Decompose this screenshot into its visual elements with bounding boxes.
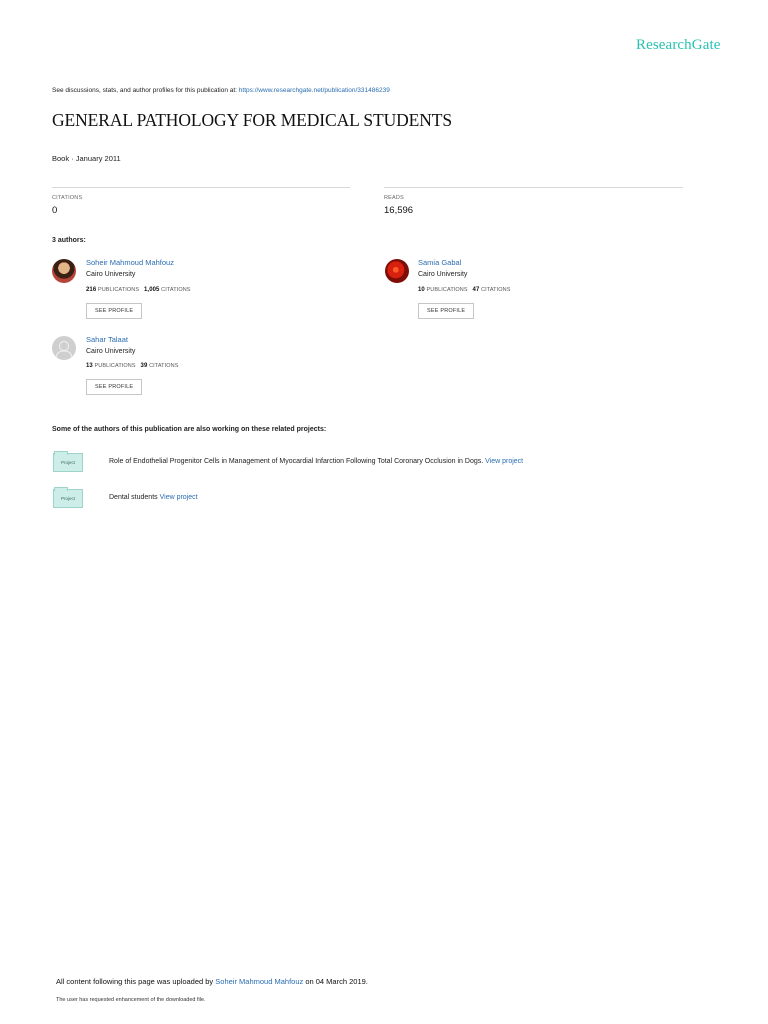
see-profile-button[interactable]: SEE PROFILE — [86, 379, 142, 395]
citations-count: 47 — [472, 287, 480, 293]
citations-label: CITATIONS — [161, 287, 191, 293]
author-name[interactable]: Samia Gabal — [418, 258, 462, 267]
authors-heading: 3 authors: — [52, 237, 86, 244]
citations-divider — [52, 187, 350, 188]
publications-count: 216 — [86, 287, 97, 293]
project-folder-icon[interactable] — [53, 489, 83, 508]
publications-count: 13 — [86, 363, 93, 369]
publication-link[interactable]: https://www.researchgate.net/publication/331486239 — [238, 87, 390, 94]
reads-divider — [384, 187, 683, 188]
view-project-link[interactable]: View project — [485, 458, 524, 465]
folder-tab — [54, 451, 68, 455]
researchgate-logo[interactable]: ResearchGate — [636, 37, 721, 53]
author-affiliation: Cairo University — [86, 271, 136, 278]
citations-label: CITATIONS — [149, 363, 179, 369]
see-profile-button[interactable]: SEE PROFILE — [86, 303, 142, 319]
upload-suffix: on 04 March 2019. — [303, 977, 368, 986]
citations-value: 0 — [52, 205, 58, 216]
author-stats — [418, 287, 510, 293]
publication-type-date: Book · January 2011 — [52, 154, 121, 163]
author-avatar[interactable] — [52, 259, 76, 283]
view-project-link[interactable]: View project — [159, 494, 198, 501]
publications-label: PUBLICATIONS — [97, 287, 140, 293]
publications-label: PUBLICATIONS — [94, 363, 136, 369]
discussion-prefix: See discussions, stats, and author profiles for this publication at: — [52, 87, 239, 94]
project-item — [109, 494, 198, 501]
author-stats — [86, 287, 191, 293]
publication-title: GENERAL PATHOLOGY FOR MEDICAL STUDENTS — [52, 110, 453, 130]
project-title: Role of Endothelial Progenitor Cells in Management of Myocardial Infarction Following Total Coronary Occlusion in Dogs. — [109, 458, 486, 465]
author-stats — [86, 363, 178, 369]
project-item — [109, 458, 523, 465]
author-affiliation: Cairo University — [418, 271, 468, 278]
author-avatar[interactable] — [385, 259, 409, 283]
see-profile-button[interactable]: SEE PROFILE — [418, 303, 474, 319]
reads-label: READS — [384, 195, 404, 201]
folder-tab — [54, 487, 68, 491]
publications-label: PUBLICATIONS — [426, 287, 468, 293]
project-folder-icon[interactable] — [53, 453, 83, 472]
project-title: Dental students — [109, 494, 160, 501]
uploader-link[interactable]: Soheir Mahmoud Mahfouz — [215, 977, 304, 986]
author-avatar[interactable] — [52, 336, 76, 360]
citations-count: 1,005 — [143, 287, 160, 293]
default-user-icon — [52, 336, 76, 360]
project-icon-label: Project — [60, 496, 75, 501]
citations-label: CITATIONS — [481, 287, 511, 293]
author-name[interactable]: Soheir Mahmoud Mahfouz — [86, 258, 174, 267]
enhancement-note: The user has requested enhancement of the downloaded file. — [56, 997, 206, 1003]
upload-prefix: All content following this page was uploaded by — [56, 977, 216, 986]
project-icon-label: Project — [60, 460, 75, 465]
related-projects-heading: Some of the authors of this publication are also working on these related projects: — [52, 426, 327, 433]
author-name[interactable]: Sahar Talaat — [86, 335, 128, 344]
reads-value: 16,596 — [384, 205, 414, 216]
upload-notice — [56, 977, 368, 986]
citations-label: CITATIONS — [52, 195, 83, 201]
publications-count: 10 — [418, 287, 425, 293]
discussion-line — [52, 87, 390, 94]
citations-count: 39 — [140, 363, 148, 369]
author-affiliation: Cairo University — [86, 348, 136, 355]
